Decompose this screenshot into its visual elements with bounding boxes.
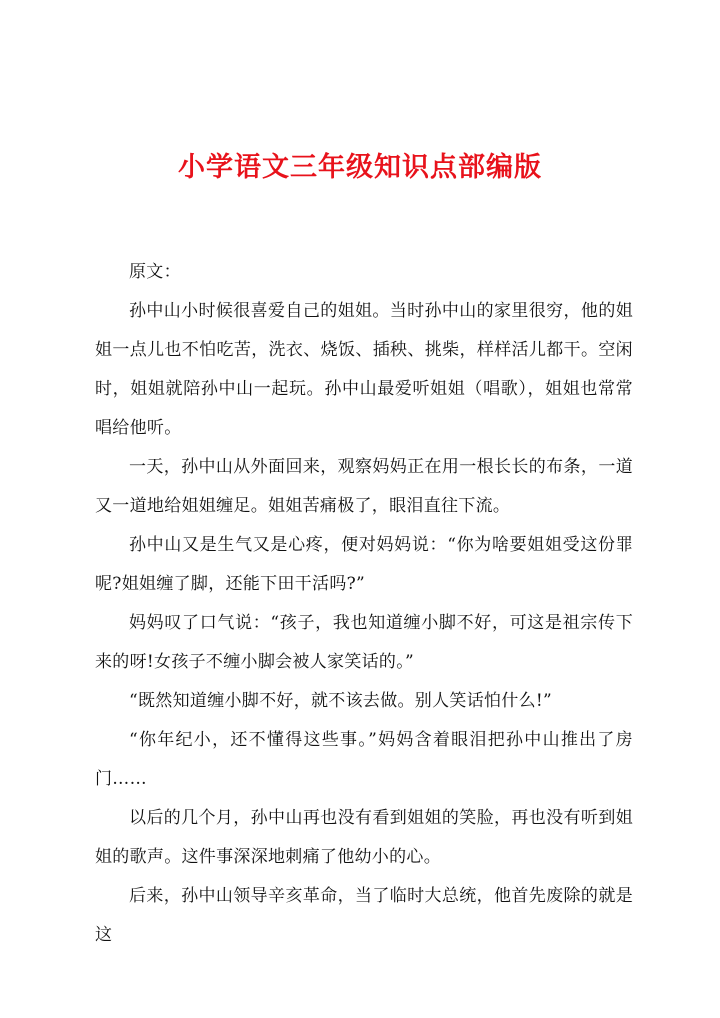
paragraph: 以后的几个月，孙中山再也没有看到姐姐的笑脸，再也没有听到姐姐的歌声。这件事深深地刺痛了他幼小的心。	[95, 808, 633, 867]
paragraph-label: 原文：	[129, 262, 181, 282]
paragraph: 孙中山小时候很喜爱自己的姐姐。当时孙中山的家里很穷，他的姐姐一点儿也不怕吃苦，洗衣、烧饭、插秧、挑柴，样样活儿都干。空闲时，姐姐就陪孙中山一起玩。孙中山最爱听姐姐（唱歌），姐姐也常常唱给他听。	[95, 301, 633, 438]
document-body	[95, 253, 633, 955]
document-title: 小学语文三年级知识点部编版	[178, 152, 542, 183]
paragraph: 一天，孙中山从外面回来，观察妈妈正在用一根长长的布条，一道又一道地给姐姐缠足。姐姐苦痛极了，眼泪直往下流。	[95, 457, 633, 516]
paragraph: 妈妈叹了口气说：“孩子，我也知道缠小脚不好，可这是祖宗传下来的呀!女孩子不缠小脚会被人家笑话的。”	[95, 613, 633, 672]
paragraph: “既然知道缠小脚不好，就不该去做。别人笑话怕什么!”	[129, 691, 553, 711]
paragraph: 后来，孙中山领导辛亥革命，当了临时大总统，他首先废除的就是这	[95, 886, 633, 945]
paragraph: 孙中山又是生气又是心疼，便对妈妈说：“你为啥要姐姐受这份罪呢?姐姐缠了脚，还能下田干活吗?”	[95, 535, 633, 594]
paragraph: “你年纪小，还不懂得这些事。”妈妈含着眼泪把孙中山推出了房门……	[95, 730, 633, 789]
